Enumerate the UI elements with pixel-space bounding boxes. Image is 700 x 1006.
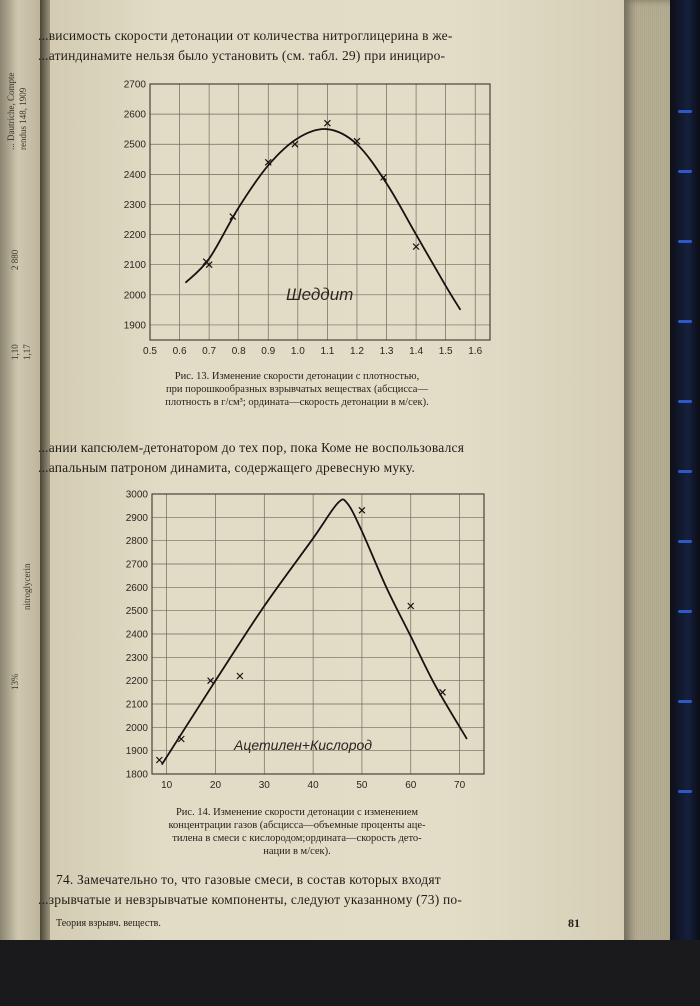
caption-line: концентрации газов (абсцисса—объемные проценты аце- (168, 820, 426, 831)
y-tick-label: 1900 (125, 746, 148, 758)
y-tick-label: 2300 (123, 199, 146, 211)
y-tick-label: 2600 (123, 109, 146, 121)
series-annotation: Шеддит (286, 285, 354, 304)
figure-13-chart (100, 74, 510, 370)
x-tick-label: 0.8 (231, 346, 246, 357)
y-tick-label: 1900 (123, 320, 146, 332)
x-tick-label: 10 (161, 780, 173, 791)
x-tick-label: 1.3 (379, 346, 394, 357)
x-tick-label: 30 (258, 780, 270, 791)
fit-curve (162, 499, 467, 764)
caption-line: тилена в смеси с кислородом;ордината—скорость дето- (172, 833, 422, 844)
book-cover (670, 0, 700, 1006)
x-tick-label: 0.5 (143, 346, 157, 357)
x-tick-label: 0.9 (261, 346, 276, 357)
y-tick-label: 2200 (125, 676, 148, 688)
y-tick-label: 3000 (125, 489, 148, 501)
x-tick-label: 1.4 (409, 346, 424, 357)
left-page-text: 1,17 (22, 344, 32, 360)
y-tick-label: 2100 (123, 260, 146, 272)
text-line: ...атиндинамите нельзя было установить (см. табл. 29) при инициро- (38, 48, 446, 63)
footer-title: Теория взрывч. веществ. (56, 918, 161, 929)
left-page-text: rendus 148, 1909 (18, 87, 28, 150)
y-tick-label: 2500 (123, 139, 146, 151)
y-tick-label: 2700 (123, 79, 146, 91)
y-tick-label: 2400 (125, 629, 148, 641)
paragraph-74: 74. Замечательно то, что газовые смеси, в состав которых входят (56, 872, 441, 887)
left-page-text: nitroglycerin (22, 563, 32, 610)
caption-line: нации в м/сек). (263, 846, 331, 857)
x-tick-label: 40 (307, 780, 319, 791)
series-annotation: Ацетилен+Кислород (234, 737, 373, 753)
x-tick-label: 20 (209, 780, 222, 791)
x-tick-label: 0.6 (172, 346, 187, 357)
caption-line: при порошкообразных взрывчатых веществах (абсцисса— (166, 384, 428, 395)
left-page-edge (0, 0, 40, 1006)
caption-line: Рис. 13. Изменение скорости детонации с плотностью, (174, 371, 420, 382)
data-point (440, 689, 446, 695)
x-tick-label: 1.2 (350, 346, 364, 357)
y-tick-label: 2000 (125, 722, 148, 734)
x-tick-label: 1.1 (320, 346, 335, 357)
book-gutter (40, 0, 50, 1006)
x-tick-label: 1.6 (468, 346, 483, 357)
caption-line: Рис. 14. Изменение скорости детонации с изменением (175, 807, 419, 818)
y-tick-label: 2600 (125, 582, 148, 594)
y-tick-label: 1800 (125, 769, 148, 781)
background (0, 940, 700, 1006)
y-tick-label: 2000 (123, 290, 146, 302)
y-tick-label: 2200 (123, 230, 146, 242)
text-line: ...ании капсюлем-детонатором до тех пор, пока Коме не воспользовался (38, 440, 465, 455)
caption-line: плотность в г/см³; ордината—скорость детонации в м/сек). (165, 397, 429, 408)
data-point (237, 673, 243, 679)
y-tick-label: 2100 (125, 699, 148, 711)
text-line: ...висимость скорости детонации от количества нитроглицерина в же- (38, 28, 453, 43)
y-tick-label: 2300 (125, 652, 148, 664)
page-edges (624, 0, 670, 1006)
y-tick-label: 2400 (123, 169, 146, 181)
x-tick-label: 60 (405, 780, 417, 791)
y-tick-label: 2700 (125, 559, 148, 571)
left-page-text: 1,10 (10, 344, 20, 360)
figure-13-caption (92, 370, 502, 409)
y-tick-label: 2800 (125, 536, 148, 548)
left-page-text: ... Dautriche, Compte (6, 72, 16, 150)
figure-14-chart (106, 484, 496, 802)
x-tick-label: 0.7 (202, 346, 217, 357)
x-tick-label: 1.5 (438, 346, 453, 357)
x-tick-label: 1.0 (290, 346, 305, 357)
text-line: ...апальным патроном динамита, содержащего древесную муку. (38, 460, 416, 475)
x-tick-label: 70 (454, 780, 466, 791)
page-number: 81 (568, 916, 580, 930)
fit-curve (185, 129, 460, 310)
x-tick-label: 50 (356, 780, 368, 791)
y-tick-label: 2500 (125, 606, 148, 618)
figure-14-caption (92, 806, 502, 858)
text-line: ...зрывчатые и невзрывчатые компоненты, следуют указанному (73) по- (38, 892, 463, 907)
data-point (156, 757, 162, 763)
y-tick-label: 2900 (125, 512, 148, 524)
left-page-text: 13% (10, 673, 20, 690)
left-page-text: 2 880 (10, 249, 20, 270)
